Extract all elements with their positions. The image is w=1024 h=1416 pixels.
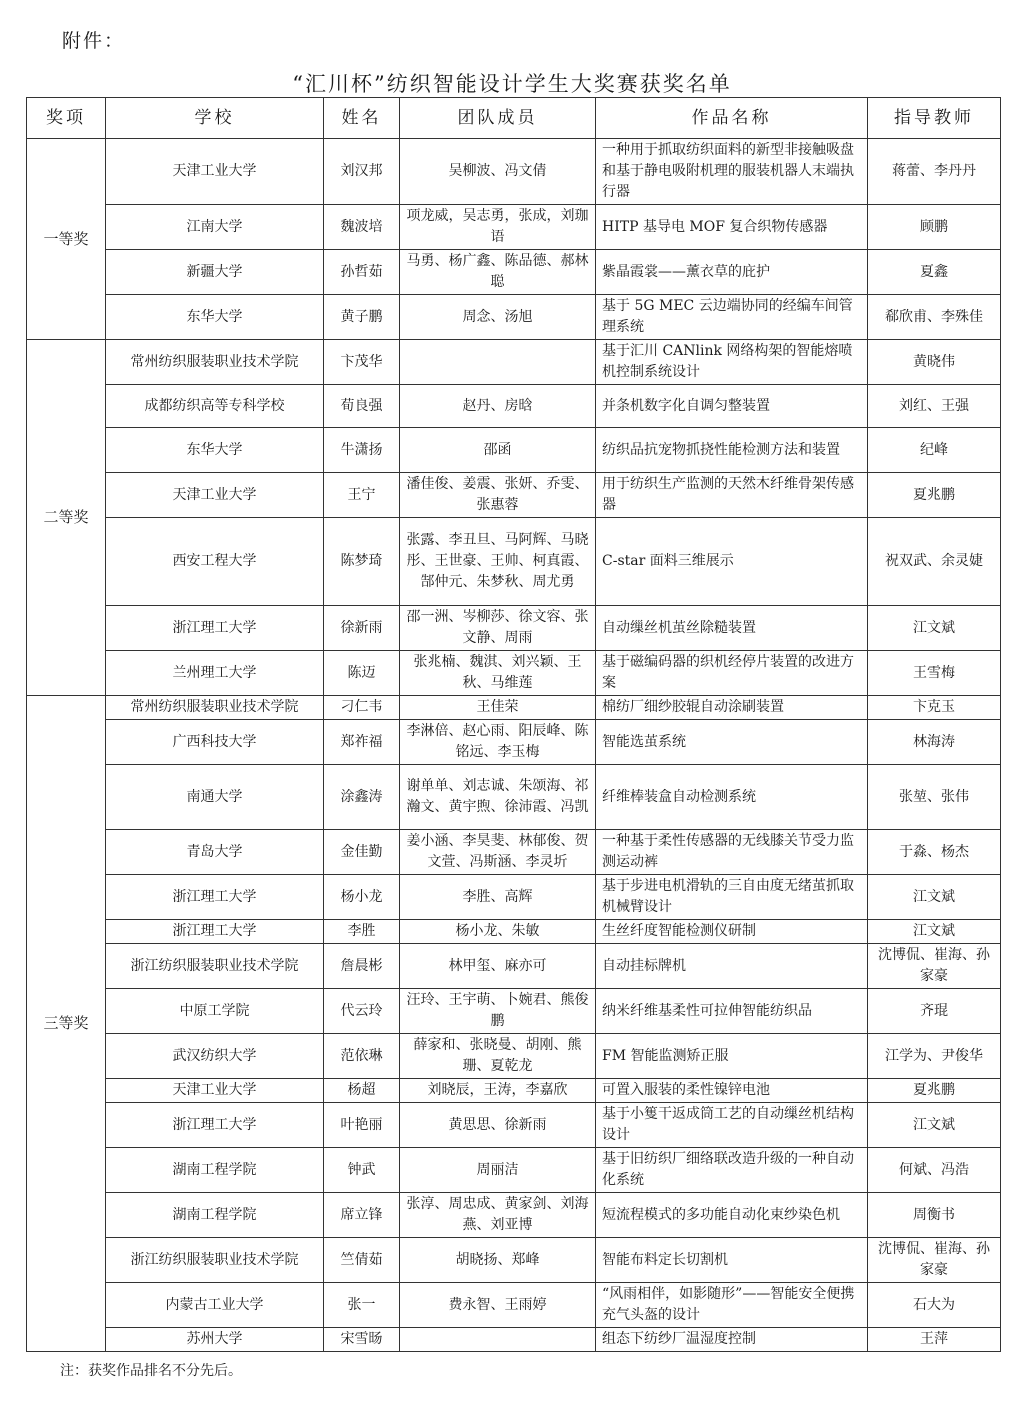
table-row <box>27 944 1001 989</box>
work-title-cell: 短流程模式的多功能自动化束纱染色机 <box>596 1193 868 1238</box>
name-cell: 杨超 <box>324 1079 400 1103</box>
teacher-cell: 齐琨 <box>868 989 1001 1034</box>
name-cell: 范依琳 <box>324 1034 400 1079</box>
header-name: 姓名 <box>324 98 400 139</box>
award-level-cell: 一等奖 <box>27 139 106 340</box>
school-cell: 浙江纺织服装职业技术学院 <box>106 944 324 989</box>
team-members-cell: 费永智、王雨婷 <box>400 1283 596 1328</box>
table-row <box>27 989 1001 1034</box>
work-title-cell: 基于磁编码器的织机经停片装置的改进方案 <box>596 651 868 696</box>
work-title-cell: 智能选茧系统 <box>596 720 868 765</box>
name-cell: 荀良强 <box>324 385 400 428</box>
work-title-cell: 组态下纺纱厂温湿度控制 <box>596 1328 868 1352</box>
header-team: 团队成员 <box>400 98 596 139</box>
school-cell: 内蒙古工业大学 <box>106 1283 324 1328</box>
work-title-cell: 一种基于柔性传感器的无线膝关节受力监测运动裤 <box>596 830 868 875</box>
name-cell: 竺倩茹 <box>324 1238 400 1283</box>
work-title-cell: 用于纺织生产监测的天然木纤维骨架传感器 <box>596 473 868 518</box>
work-title-cell: C-star 面料三维展示 <box>596 518 868 606</box>
name-cell: 叶艳丽 <box>324 1103 400 1148</box>
school-cell: 南通大学 <box>106 765 324 830</box>
table-row <box>27 1079 1001 1103</box>
school-cell: 江南大学 <box>106 205 324 250</box>
teacher-cell: 郗欣甫、李殊佳 <box>868 295 1001 340</box>
table-row <box>27 428 1001 473</box>
team-members-cell: 张露、李丑旦、马阿辉、马晓彤、王世豪、王帅、柯真霞、郜仲元、朱梦秋、周尤勇 <box>400 518 596 606</box>
award-level-cell: 三等奖 <box>27 696 106 1352</box>
footnote: 注：获奖作品排名不分先后。 <box>60 1363 242 1379</box>
table-row <box>27 1193 1001 1238</box>
team-members-cell: 谢单单、刘志诚、朱颂海、祁瀚文、黄宇煦、徐沛霞、冯凯 <box>400 765 596 830</box>
teacher-cell: 石大为 <box>868 1283 1001 1328</box>
name-cell: 陈梦琦 <box>324 518 400 606</box>
team-members-cell <box>400 1328 596 1352</box>
school-cell: 兰州理工大学 <box>106 651 324 696</box>
work-title-cell: 自动缫丝机茧丝除糙装置 <box>596 606 868 651</box>
table-row <box>27 606 1001 651</box>
team-members-cell: 项龙威，吴志勇，张成，刘珈语 <box>400 205 596 250</box>
teacher-cell: 何斌、冯浩 <box>868 1148 1001 1193</box>
teacher-cell: 林海涛 <box>868 720 1001 765</box>
name-cell: 钟武 <box>324 1148 400 1193</box>
work-title-cell: 基于小篗干返成筒工艺的自动缫丝机结构设计 <box>596 1103 868 1148</box>
work-title-cell: 基于 5G MEC 云边端协同的经编车间管理系统 <box>596 295 868 340</box>
school-cell: 常州纺织服装职业技术学院 <box>106 340 324 385</box>
table-row <box>27 250 1001 295</box>
table-header-row <box>27 98 1001 139</box>
team-members-cell: 吴柳波、冯文倩 <box>400 139 596 205</box>
table-row <box>27 518 1001 606</box>
table-row <box>27 651 1001 696</box>
team-members-cell: 邵一洲、岑柳莎、徐文容、张文静、周雨 <box>400 606 596 651</box>
work-title-cell: 纺织品抗宠物抓挠性能检测方法和装置 <box>596 428 868 473</box>
school-cell: 浙江理工大学 <box>106 606 324 651</box>
table-row <box>27 920 1001 944</box>
work-title-cell: 可置入服装的柔性镍锌电池 <box>596 1079 868 1103</box>
work-title-cell: 纳米纤维基柔性可拉伸智能纺织品 <box>596 989 868 1034</box>
school-cell: 浙江理工大学 <box>106 875 324 920</box>
table-row <box>27 295 1001 340</box>
teacher-cell: 夏兆鹏 <box>868 1079 1001 1103</box>
table-row <box>27 875 1001 920</box>
name-cell: 金佳勤 <box>324 830 400 875</box>
work-title-cell: 并条机数字化自调匀整装置 <box>596 385 868 428</box>
school-cell: 天津工业大学 <box>106 473 324 518</box>
school-cell: 天津工业大学 <box>106 1079 324 1103</box>
teacher-cell: 黄晓伟 <box>868 340 1001 385</box>
name-cell: 宋雪旸 <box>324 1328 400 1352</box>
team-members-cell: 张淳、周忠成、黄家剑、刘海燕、刘亚博 <box>400 1193 596 1238</box>
work-title-cell: HITP 基导电 MOF 复合织物传感器 <box>596 205 868 250</box>
table-row <box>27 1103 1001 1148</box>
work-title-cell: 智能布料定长切割机 <box>596 1238 868 1283</box>
team-members-cell: 张兆楠、魏淇、刘兴颖、王秋、马维莲 <box>400 651 596 696</box>
teacher-cell: 江文斌 <box>868 875 1001 920</box>
table-row <box>27 205 1001 250</box>
table-row <box>27 1238 1001 1283</box>
school-cell: 浙江理工大学 <box>106 920 324 944</box>
school-cell: 新疆大学 <box>106 250 324 295</box>
table-row <box>27 765 1001 830</box>
team-members-cell: 黄思思、徐新雨 <box>400 1103 596 1148</box>
awards-table-body <box>27 139 1001 1352</box>
table-row <box>27 830 1001 875</box>
teacher-cell: 夏鑫 <box>868 250 1001 295</box>
school-cell: 湖南工程学院 <box>106 1148 324 1193</box>
name-cell: 王宁 <box>324 473 400 518</box>
work-title-cell: 基于汇川 CANlink 网络构架的智能熔喷机控制系统设计 <box>596 340 868 385</box>
work-title-cell: 一种用于抓取纺织面料的新型非接触吸盘和基于静电吸附机理的服装机器人末端执行器 <box>596 139 868 205</box>
school-cell: 成都纺织高等专科学校 <box>106 385 324 428</box>
work-title-cell: 自动挂标牌机 <box>596 944 868 989</box>
teacher-cell: 纪峰 <box>868 428 1001 473</box>
teacher-cell: 祝双武、余灵婕 <box>868 518 1001 606</box>
name-cell: 李胜 <box>324 920 400 944</box>
team-members-cell <box>400 340 596 385</box>
school-cell: 武汉纺织大学 <box>106 1034 324 1079</box>
team-members-cell: 王佳荣 <box>400 696 596 720</box>
team-members-cell: 薛家和、张晓曼、胡刚、熊珊、夏乾龙 <box>400 1034 596 1079</box>
name-cell: 张一 <box>324 1283 400 1328</box>
work-title-cell: 纤维棒装盒自动检测系统 <box>596 765 868 830</box>
name-cell: 徐新雨 <box>324 606 400 651</box>
teacher-cell: 王萍 <box>868 1328 1001 1352</box>
school-cell: 青岛大学 <box>106 830 324 875</box>
award-level-cell: 二等奖 <box>27 340 106 696</box>
team-members-cell: 周念、汤旭 <box>400 295 596 340</box>
name-cell: 杨小龙 <box>324 875 400 920</box>
header-award: 奖项 <box>27 98 106 139</box>
name-cell: 刁仁韦 <box>324 696 400 720</box>
table-row <box>27 139 1001 205</box>
school-cell: 中原工学院 <box>106 989 324 1034</box>
header-work: 作品名称 <box>596 98 868 139</box>
table-row <box>27 1283 1001 1328</box>
work-title-cell: 紫晶霞裳——薰衣草的庇护 <box>596 250 868 295</box>
school-cell: 东华大学 <box>106 428 324 473</box>
header-school: 学校 <box>106 98 324 139</box>
team-members-cell: 杨小龙、朱敏 <box>400 920 596 944</box>
teacher-cell: 蒋蕾、李丹丹 <box>868 139 1001 205</box>
name-cell: 刘汉邦 <box>324 139 400 205</box>
teacher-cell: 沈博侃、崔海、孙家豪 <box>868 1238 1001 1283</box>
table-row <box>27 696 1001 720</box>
teacher-cell: 夏兆鹏 <box>868 473 1001 518</box>
team-members-cell: 周丽洁 <box>400 1148 596 1193</box>
work-title-cell: 生丝纤度智能检测仪研制 <box>596 920 868 944</box>
school-cell: 广西科技大学 <box>106 720 324 765</box>
name-cell: 詹晨彬 <box>324 944 400 989</box>
team-members-cell: 李胜、高辉 <box>400 875 596 920</box>
teacher-cell: 卞克玉 <box>868 696 1001 720</box>
teacher-cell: 周衡书 <box>868 1193 1001 1238</box>
team-members-cell: 邵函 <box>400 428 596 473</box>
header-teacher: 指导教师 <box>868 98 1001 139</box>
teacher-cell: 江文斌 <box>868 1103 1001 1148</box>
school-cell: 西安工程大学 <box>106 518 324 606</box>
school-cell: 湖南工程学院 <box>106 1193 324 1238</box>
name-cell: 涂鑫涛 <box>324 765 400 830</box>
table-row <box>27 1328 1001 1352</box>
work-title-cell: “风雨相伴，如影随形”——智能安全便携充气头盔的设计 <box>596 1283 868 1328</box>
name-cell: 孙哲茹 <box>324 250 400 295</box>
team-members-cell: 刘晓辰，王涛，李嘉欣 <box>400 1079 596 1103</box>
teacher-cell: 张堃、张伟 <box>868 765 1001 830</box>
team-members-cell: 姜小涵、李昊斐、林郁俊、贺文萱、冯斯涵、李灵圻 <box>400 830 596 875</box>
work-title-cell: 基于旧纺织厂细络联改造升级的一种自动化系统 <box>596 1148 868 1193</box>
table-row <box>27 385 1001 428</box>
table-row <box>27 473 1001 518</box>
teacher-cell: 江学为、尹俊华 <box>868 1034 1001 1079</box>
school-cell: 浙江纺织服装职业技术学院 <box>106 1238 324 1283</box>
name-cell: 郑祚福 <box>324 720 400 765</box>
school-cell: 浙江理工大学 <box>106 1103 324 1148</box>
table-row <box>27 1034 1001 1079</box>
name-cell: 席立锋 <box>324 1193 400 1238</box>
awards-table <box>26 97 1001 1352</box>
teacher-cell: 于淼、杨杰 <box>868 830 1001 875</box>
team-members-cell: 汪玲、王宇萌、卜婉君、熊俊鹏 <box>400 989 596 1034</box>
school-cell: 东华大学 <box>106 295 324 340</box>
school-cell: 苏州大学 <box>106 1328 324 1352</box>
name-cell: 代云玲 <box>324 989 400 1034</box>
teacher-cell: 江文斌 <box>868 606 1001 651</box>
teacher-cell: 刘红、王强 <box>868 385 1001 428</box>
teacher-cell: 江文斌 <box>868 920 1001 944</box>
teacher-cell: 顾鹏 <box>868 205 1001 250</box>
name-cell: 卞茂华 <box>324 340 400 385</box>
team-members-cell: 马勇、杨广鑫、陈品德、郝林聪 <box>400 250 596 295</box>
name-cell: 魏波培 <box>324 205 400 250</box>
attachment-label: 附件： <box>62 30 126 52</box>
team-members-cell: 李淋倍、赵心雨、阳辰峰、陈铭远、李玉梅 <box>400 720 596 765</box>
team-members-cell: 胡晓扬、郑峰 <box>400 1238 596 1283</box>
team-members-cell: 潘佳俊、姜震、张妍、乔雯、张惠蓉 <box>400 473 596 518</box>
name-cell: 陈迈 <box>324 651 400 696</box>
table-row <box>27 1148 1001 1193</box>
work-title-cell: FM 智能监测矫正服 <box>596 1034 868 1079</box>
teacher-cell: 王雪梅 <box>868 651 1001 696</box>
teacher-cell: 沈博侃、崔海、孙家豪 <box>868 944 1001 989</box>
work-title-cell: 棉纺厂细纱胶辊自动涂刷装置 <box>596 696 868 720</box>
team-members-cell: 赵丹、房晗 <box>400 385 596 428</box>
team-members-cell: 林甲玺、麻亦可 <box>400 944 596 989</box>
work-title-cell: 基于步进电机滑轨的三自由度无绪茧抓取机械臂设计 <box>596 875 868 920</box>
table-row <box>27 720 1001 765</box>
name-cell: 牛潇扬 <box>324 428 400 473</box>
table-row <box>27 340 1001 385</box>
school-cell: 常州纺织服装职业技术学院 <box>106 696 324 720</box>
name-cell: 黄子鹏 <box>324 295 400 340</box>
document-title: “汇川杯”纺织智能设计学生大奖赛获奖名单 <box>292 72 732 96</box>
school-cell: 天津工业大学 <box>106 139 324 205</box>
